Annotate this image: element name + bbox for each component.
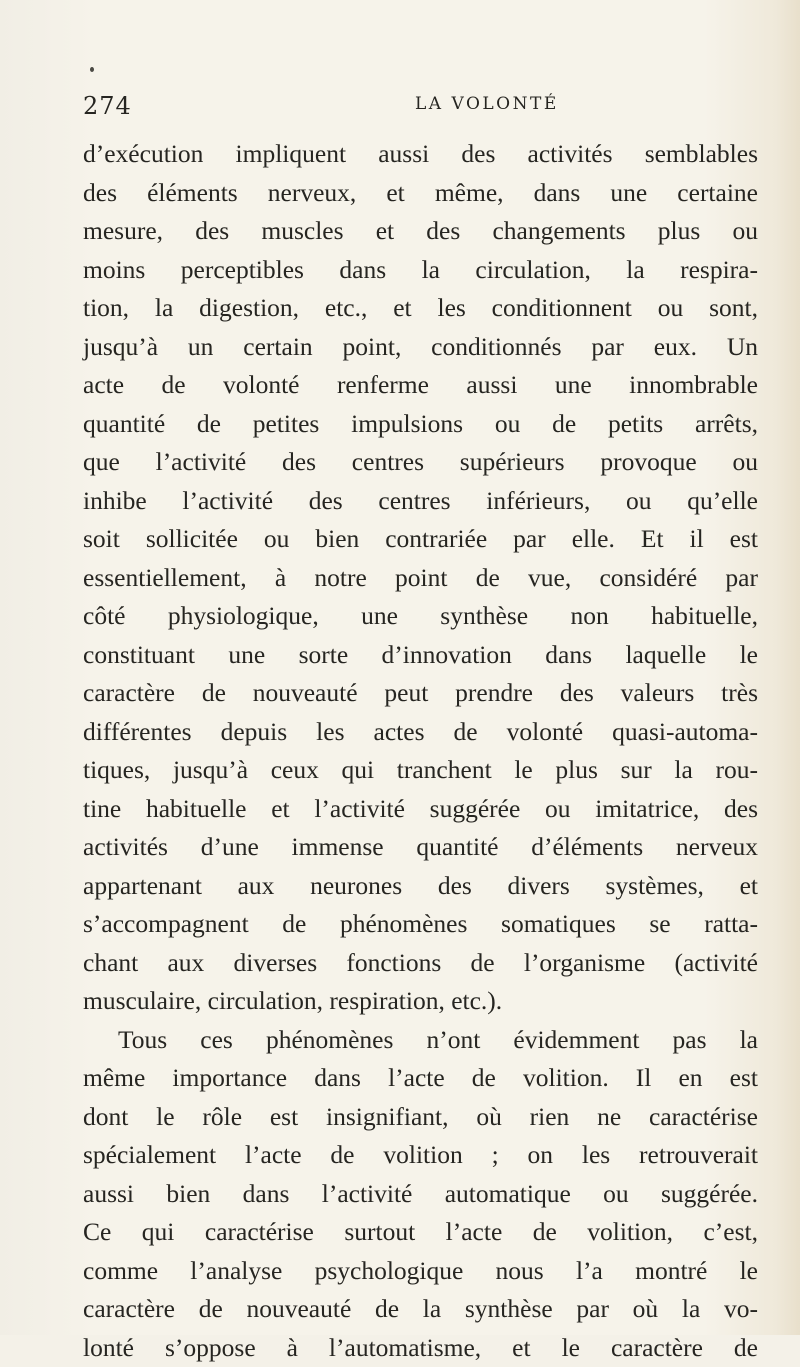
text-line: caractère de nouveauté de la synthèse par où la vo-	[83, 1290, 758, 1329]
text-line: côté physiologique, une synthèse non habituelle,	[83, 597, 758, 636]
text-line: mesure, des muscles et des changements plus ou	[83, 212, 758, 251]
text-line: constituant une sorte d’innovation dans laquelle le	[83, 636, 758, 675]
text-line: musculaire, circulation, respiration, etc.).	[83, 982, 758, 1021]
text-line: tine habituelle et l’activité suggérée ou imitatrice, des	[83, 790, 758, 829]
text-line: moins perceptibles dans la circulation, la respira-	[83, 251, 758, 290]
page-number: 274	[83, 92, 132, 120]
text-line: caractère de nouveauté peut prendre des valeurs très	[83, 674, 758, 713]
body-text	[83, 135, 758, 1367]
text-line: s’accompagnent de phénomènes somatiques se ratta-	[83, 905, 758, 944]
text-line: jusqu’à un certain point, conditionnés par eux. Un	[83, 328, 758, 367]
text-line: des éléments nerveux, et même, dans une certaine	[83, 174, 758, 213]
text-line: tiques, jusqu’à ceux qui tranchent le plus sur la rou-	[83, 751, 758, 790]
text-line: dont le rôle est insignifiant, où rien ne caractérise	[83, 1098, 758, 1137]
ink-speck	[90, 67, 94, 72]
text-line: essentiellement, à notre point de vue, considéré par	[83, 559, 758, 598]
text-line: spécialement l’acte de volition ; on les retrouverait	[83, 1136, 758, 1175]
text-line: quantité de petites impulsions ou de petits arrêts,	[83, 405, 758, 444]
text-line: soit sollicitée ou bien contrariée par elle. Et il est	[83, 520, 758, 559]
text-line: Ce qui caractérise surtout l’acte de volition, c’est,	[83, 1213, 758, 1252]
text-line: inhibe l’activité des centres inférieurs, ou qu’elle	[83, 482, 758, 521]
text-line: appartenant aux neurones des divers systèmes, et	[83, 867, 758, 906]
running-title: LA VOLONTÉ	[415, 94, 559, 114]
text-line: différentes depuis les actes de volonté quasi-automa-	[83, 713, 758, 752]
text-line: chant aux diverses fonctions de l’organisme (activité	[83, 944, 758, 983]
text-line: lonté s’oppose à l’automatisme, et le caractère de	[83, 1329, 758, 1367]
text-line: comme l’analyse psychologique nous l’a montré le	[83, 1252, 758, 1291]
text-line: d’exécution impliquent aussi des activités semblables	[83, 135, 758, 174]
text-line: aussi bien dans l’activité automatique ou suggérée.	[83, 1175, 758, 1214]
text-line: que l’activité des centres supérieurs provoque ou	[83, 443, 758, 482]
text-line: Tous ces phénomènes n’ont évidemment pas la	[83, 1021, 758, 1060]
text-line: même importance dans l’acte de volition. Il en est	[83, 1059, 758, 1098]
text-line: activités d’une immense quantité d’éléments nerveux	[83, 828, 758, 867]
page-header	[83, 92, 719, 124]
text-line: acte de volonté renferme aussi une innombrable	[83, 366, 758, 405]
text-line: tion, la digestion, etc., et les conditionnent ou sont,	[83, 289, 758, 328]
